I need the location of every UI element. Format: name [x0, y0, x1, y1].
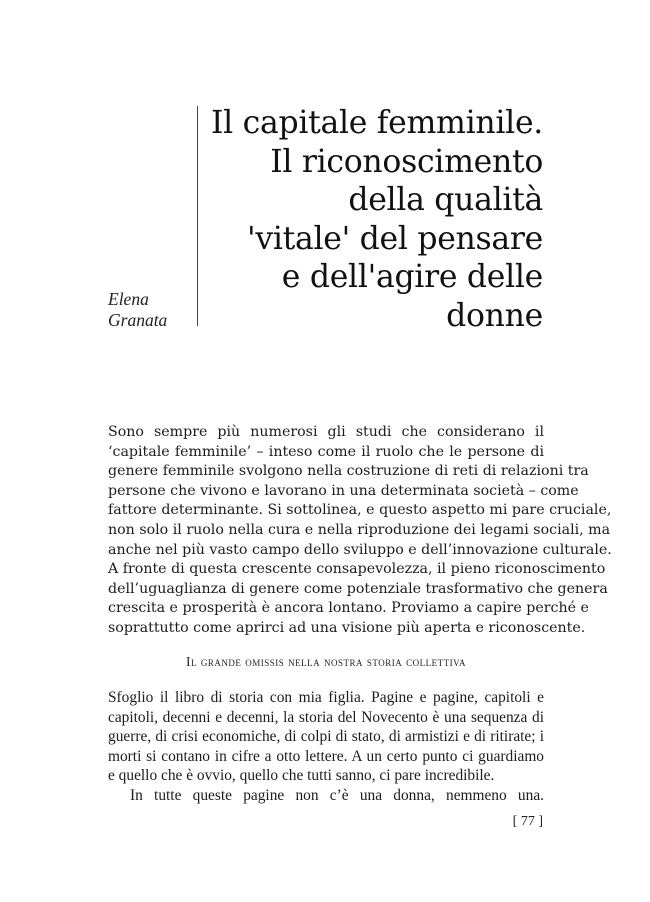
body-line: capitoli, decenni e decenni, la storia del Novecento è una sequenza di — [108, 708, 544, 726]
chapter-title — [183, 104, 543, 335]
abstract-line: genere femminile svolgono nella costruzione di reti di relazioni tra — [108, 463, 589, 480]
title-line: e dell'agire delle — [281, 259, 543, 295]
title-line: donne — [446, 297, 543, 334]
title-line: Il riconoscimento — [270, 143, 543, 180]
abstract-line: fattore determinante. Si sottolinea, e questo aspetto mi pare cruciale, — [108, 502, 612, 519]
author-last-name: Granata — [108, 310, 168, 330]
body-line: e quello che è ovvio, quello che tutti sanno, ci pare incredibile. — [108, 767, 495, 785]
abstract-line: non solo il ruolo nella cura e nella riproduzione dei legami sociali, ma — [108, 521, 611, 538]
abstract-line: persone che vivono e lavorano in una determinata società – come — [108, 482, 579, 499]
body-line: Sfoglio il libro di storia con mia figlia. Pagine e pagine, capitoli e — [108, 689, 544, 706]
abstract-line: dell’uguaglianza di genere come potenziale trasformativo che genera — [108, 580, 608, 597]
abstract-line: soprattutto come aprirci ad una visione più aperta e riconoscente. — [108, 619, 586, 636]
abstract-line: anche nel più vasto campo dello sviluppo e dell’innovazione culturale. — [108, 541, 612, 558]
abstract-line: A fronte di questa crescente consapevolezza, il pieno riconoscimento — [108, 561, 606, 578]
section-heading: Il grande omissis nella nostra storia collettiva — [186, 654, 466, 669]
title-line: 'vitale' del pensare — [247, 220, 543, 257]
body-paragraph — [108, 688, 544, 806]
title-line: della qualità — [348, 182, 543, 218]
body-line: morti si contano in cifre a otto lettere. A un certo punto ci guardiamo — [108, 747, 544, 765]
title-line: Il capitale femminile. — [211, 105, 543, 141]
abstract-line: ‘capitale femminile’ – inteso come il ruolo che le persone di — [108, 443, 544, 460]
abstract-paragraph — [108, 423, 612, 639]
author-first-name: Elena — [108, 289, 149, 309]
body-line: In tutte queste pagine non c’è una donna, nemmeno una. — [130, 786, 544, 804]
abstract-line: Sono sempre più numerosi gli studi che considerano il — [108, 424, 544, 440]
abstract-line: crescita e prosperità è ancora lontano. Proviamo a capire perché e — [108, 600, 589, 617]
page-number: [ 77 ] — [512, 814, 543, 829]
author-name — [108, 289, 167, 331]
body-line: guerre, di crisi economiche, di colpi di stato, di armistizi e di ritirate; i — [108, 728, 544, 746]
